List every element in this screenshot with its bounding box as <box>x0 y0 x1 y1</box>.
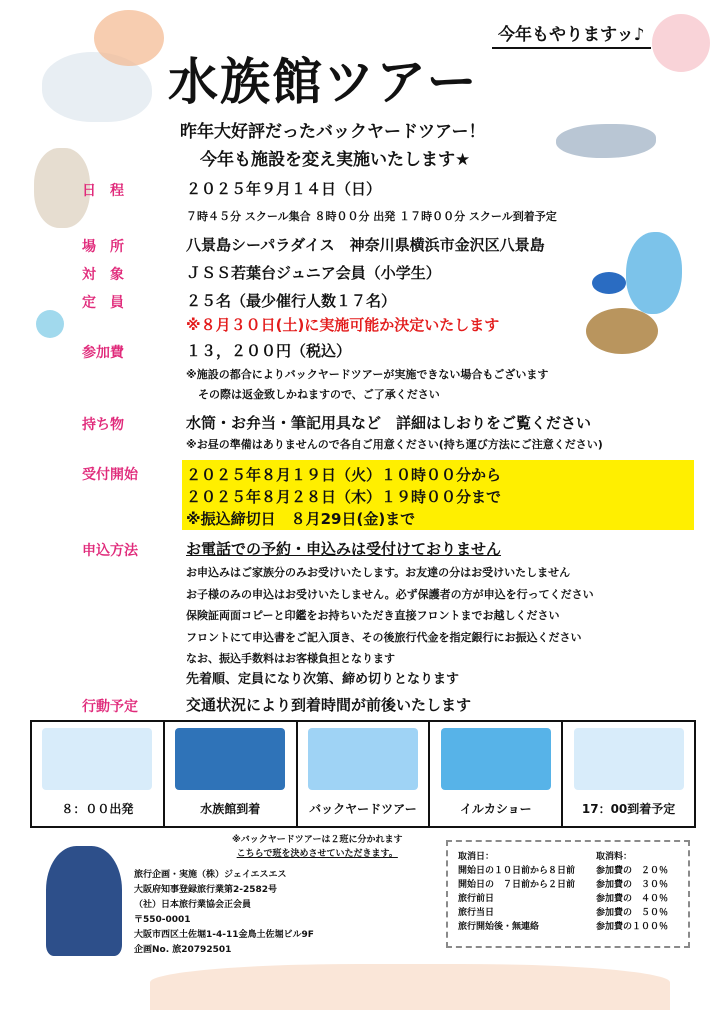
company-line: 大阪市西区土佐堀1-4-11金鳥土佐堀ビル9F <box>134 930 314 940</box>
company-line: 大阪府知事登録旅行業第2-2582号 <box>134 885 278 895</box>
cancel-day-header: 取消日： <box>458 851 495 862</box>
cancel-day: 開始日の１０日前から８日前 <box>458 865 576 876</box>
headline-line-1: 昨年大好評だったバックヤードツアー！ <box>180 122 486 142</box>
date-sub: ７時４５分 スクール集合 ８時００分 出発 １７時００分 スクール到着予定 <box>186 210 557 223</box>
cancel-day: 旅行前日 <box>458 893 495 904</box>
shell-illustration <box>652 14 710 72</box>
bring-value: 水筒・お弁当・筆記用具など 詳細はしおりをご覧ください <box>186 414 592 432</box>
cancel-day: 旅行当日 <box>458 907 495 918</box>
guide-illustration <box>46 846 122 956</box>
apply-line: お子様のみの申込はお受けいたしません。必ず保護者の方が申込を行ってください <box>186 587 594 601</box>
schedule-strip <box>30 720 696 828</box>
table-row <box>458 876 678 890</box>
schedule-step-arrival <box>165 722 298 826</box>
company-line: （社）日本旅行業協会正会員 <box>134 900 252 910</box>
table-row <box>458 890 678 904</box>
cancel-fee-header: 取消料： <box>595 851 632 862</box>
schedule-step-departure <box>32 722 165 826</box>
table-row <box>458 918 678 932</box>
fee-note-1: ※施設の都合によりバックヤードツアーが実施できない場合もございます <box>186 368 549 381</box>
cancel-fee: 参加費の１００％ <box>595 921 668 932</box>
reception-label: 受付開始 <box>82 467 138 483</box>
dolphin-illustration <box>556 124 656 158</box>
cancellation-table <box>458 848 678 932</box>
bus-illustration <box>42 728 152 790</box>
step-caption: 17：00到着予定 <box>581 802 676 816</box>
capacity-label: 定 員 <box>82 295 124 311</box>
payment-deadline: ※振込締切日 ８月29日(金)まで <box>186 510 416 528</box>
date-label: 日 程 <box>82 183 124 199</box>
fish-illustration <box>592 272 626 294</box>
apply-value: お電話での予約・申込みは受付けておりません <box>186 540 502 558</box>
backyard-tour-illustration <box>308 728 418 790</box>
apply-line: 保険証両面コピーと印鑑をお持ちいただき直接フロントまでお越しください <box>186 609 560 622</box>
cancel-day: 旅行開始後・無連絡 <box>458 921 540 932</box>
group-note-line-2: こちらで班を決めさせていただきます。 <box>236 849 398 859</box>
group-note <box>232 833 402 861</box>
schedule-step-backyard <box>298 722 431 826</box>
aquarium-illustration <box>175 728 285 790</box>
table-row <box>458 904 678 918</box>
bus-return-illustration <box>574 728 684 790</box>
reception-end: ２０２５年８月２８日（木）１９時００分まで <box>186 488 502 506</box>
coral-bottom-illustration <box>150 964 670 1010</box>
target-label: 対 象 <box>82 267 124 283</box>
turtle-illustration <box>586 308 658 354</box>
table-row <box>458 848 678 862</box>
company-info <box>134 868 314 958</box>
cancel-fee: 参加費の ４０％ <box>595 893 668 904</box>
group-note-line-1: ※バックヤードツアーは２班に分かれます <box>232 835 403 845</box>
plan-label: 行動予定 <box>82 699 138 715</box>
apply-label: 申込方法 <box>82 543 138 559</box>
cancel-fee: 参加費の ５０％ <box>595 907 668 918</box>
cancel-fee: 参加費の ３０％ <box>595 879 668 890</box>
step-caption: 水族館到着 <box>200 802 261 816</box>
cancel-day: 開始日の ７日前から２日前 <box>458 879 576 890</box>
dolphin-show-illustration <box>441 728 551 790</box>
apply-line: お申込みはご家族分のみお受けいたします。お友達の分はお受けいたしません <box>186 566 571 579</box>
page-title: 水族館ツアー <box>168 53 479 111</box>
place-label: 場 所 <box>82 239 124 255</box>
capacity-value: ２５名（最少催行人数１７名） <box>186 292 397 310</box>
apply-line: フロントにて申込書をご記入頂き、その後旅行代金を指定銀行にお振込ください <box>186 630 582 644</box>
bring-note: ※お昼の準備はありませんので各自ご用意ください(持ち運び方法にご注意ください) <box>186 438 603 451</box>
capacity-note: ※８月３０日(土)に実施可能か決定いたします <box>186 316 500 334</box>
step-caption: ８：００出発 <box>61 802 134 816</box>
schedule-step-dolphin <box>430 722 563 826</box>
dolphin-blue-illustration <box>626 232 682 314</box>
fee-value: １３，２００円（税込） <box>186 342 352 360</box>
date-value: ２０２５年９月１４日（日） <box>186 180 382 198</box>
coral-illustration <box>94 10 164 66</box>
starfish-illustration <box>36 310 64 338</box>
step-caption: バックヤードツアー <box>309 802 417 816</box>
place-value: 八景島シーパラダイス 神奈川県横浜市金沢区八景島 <box>186 236 545 254</box>
apply-line: なお、振込手数料はお客様負担となります <box>186 652 395 665</box>
fee-note-2: その際は返金致しかねますので、ご了承ください <box>198 388 440 401</box>
plan-value: 交通状況により到着時間が前後いたします <box>186 696 472 714</box>
table-row <box>458 862 678 876</box>
fee-label: 参加費 <box>82 345 124 361</box>
apply-last: 先着順、定員になり次第、締め切りとなります <box>186 672 460 687</box>
headline <box>180 118 486 174</box>
tagline: 今年もやりますッ♪ <box>492 18 651 49</box>
company-line: 企画No. 旅20792501 <box>134 945 232 955</box>
headline-line-2: 今年も施設を変え実施いたします★ <box>200 150 471 170</box>
schedule-step-return <box>563 722 694 826</box>
reception-start: ２０２５年８月１９日（火）１０時００分から <box>186 466 502 484</box>
step-caption: イルカショー <box>459 802 532 816</box>
apply-lines <box>186 562 594 670</box>
company-line: 〒550-0001 <box>134 915 191 925</box>
bring-label: 持ち物 <box>82 417 124 433</box>
cancellation-policy <box>446 840 690 948</box>
target-value: ＪＳＳ若葉台ジュニア会員（小学生） <box>186 264 441 282</box>
cancel-fee: 参加費の ２０％ <box>595 865 668 876</box>
company-line: 旅行企画・実施（株）ジェイエスエス <box>134 870 287 880</box>
